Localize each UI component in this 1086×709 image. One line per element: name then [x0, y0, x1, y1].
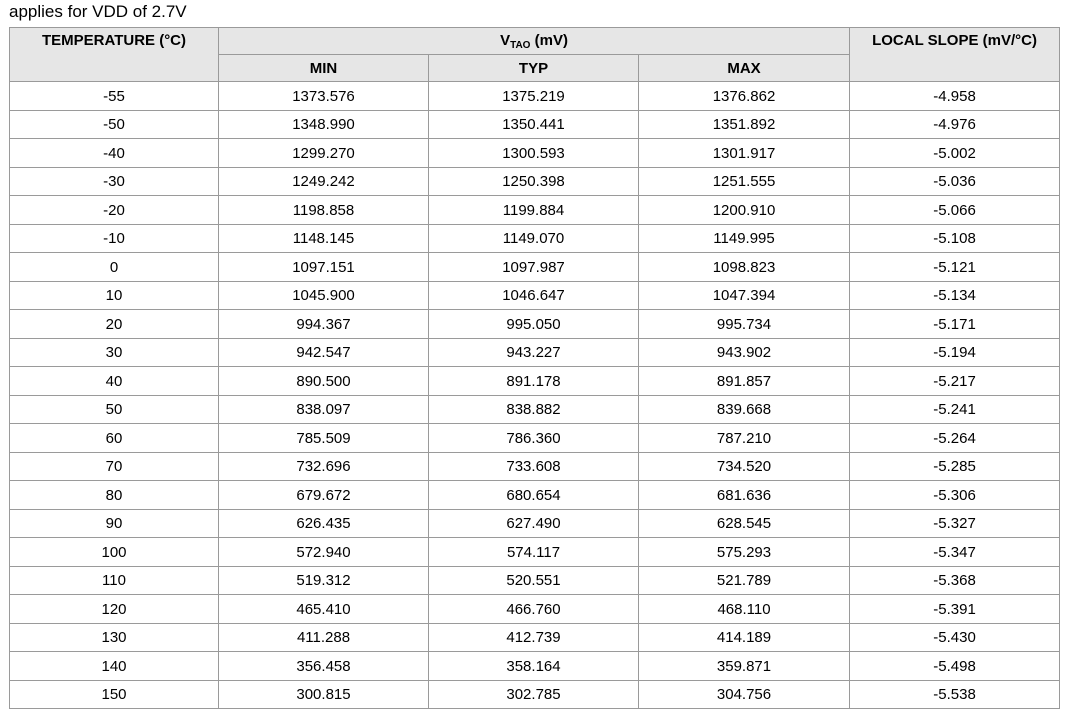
cell-local-slope: -5.264 [850, 424, 1060, 453]
cell-local-slope: -5.538 [850, 680, 1060, 709]
header-min: MIN [219, 55, 429, 82]
cell-typ: 1375.219 [429, 82, 639, 111]
cell-typ: 1300.593 [429, 139, 639, 168]
cell-temperature: -55 [10, 82, 219, 111]
cell-min: 1249.242 [219, 167, 429, 196]
cell-typ: 520.551 [429, 566, 639, 595]
table-row [10, 595, 1060, 624]
cell-local-slope: -4.958 [850, 82, 1060, 111]
table-row [10, 338, 1060, 367]
table-row [10, 566, 1060, 595]
cell-typ: 1046.647 [429, 281, 639, 310]
cell-temperature: 140 [10, 652, 219, 681]
cell-local-slope: -5.306 [850, 481, 1060, 510]
cell-max: 1251.555 [639, 167, 850, 196]
cell-typ: 838.882 [429, 395, 639, 424]
header-max: MAX [639, 55, 850, 82]
cell-typ: 1199.884 [429, 196, 639, 225]
cell-local-slope: -5.002 [850, 139, 1060, 168]
cell-temperature: 10 [10, 281, 219, 310]
cell-min: 838.097 [219, 395, 429, 424]
cell-temperature: 80 [10, 481, 219, 510]
cell-local-slope: -5.121 [850, 253, 1060, 282]
cell-max: 1149.995 [639, 224, 850, 253]
cell-max: 1351.892 [639, 110, 850, 139]
cell-local-slope: -5.285 [850, 452, 1060, 481]
cell-local-slope: -5.171 [850, 310, 1060, 339]
cell-local-slope: -5.430 [850, 623, 1060, 652]
table-row [10, 110, 1060, 139]
cell-min: 300.815 [219, 680, 429, 709]
cell-typ: 680.654 [429, 481, 639, 510]
cell-typ: 891.178 [429, 367, 639, 396]
cell-typ: 786.360 [429, 424, 639, 453]
cell-typ: 574.117 [429, 538, 639, 567]
cell-local-slope: -5.241 [850, 395, 1060, 424]
header-typ: TYP [429, 55, 639, 82]
cell-typ: 358.164 [429, 652, 639, 681]
cell-min: 1373.576 [219, 82, 429, 111]
cell-typ: 412.739 [429, 623, 639, 652]
cell-local-slope: -5.066 [850, 196, 1060, 225]
table-row [10, 224, 1060, 253]
cell-temperature: 0 [10, 253, 219, 282]
cell-max: 1047.394 [639, 281, 850, 310]
cell-temperature: 50 [10, 395, 219, 424]
table-caption: applies for VDD of 2.7V [9, 2, 187, 21]
cell-min: 1097.151 [219, 253, 429, 282]
cell-min: 465.410 [219, 595, 429, 624]
cell-min: 626.435 [219, 509, 429, 538]
table-row [10, 367, 1060, 396]
cell-typ: 627.490 [429, 509, 639, 538]
table-row [10, 167, 1060, 196]
cell-min: 1348.990 [219, 110, 429, 139]
cell-max: 839.668 [639, 395, 850, 424]
cell-typ: 995.050 [429, 310, 639, 339]
cell-min: 356.458 [219, 652, 429, 681]
cell-max: 1301.917 [639, 139, 850, 168]
cell-min: 1299.270 [219, 139, 429, 168]
cell-typ: 1350.441 [429, 110, 639, 139]
vtao-table [9, 27, 1060, 709]
cell-temperature: 20 [10, 310, 219, 339]
table-row [10, 196, 1060, 225]
cell-min: 1148.145 [219, 224, 429, 253]
header-local-slope: LOCAL SLOPE (mV/°C) [850, 28, 1060, 82]
cell-local-slope: -5.391 [850, 595, 1060, 624]
table-row [10, 82, 1060, 111]
header-vtao-unit: (mV) [530, 32, 568, 49]
cell-max: 1376.862 [639, 82, 850, 111]
cell-min: 679.672 [219, 481, 429, 510]
table-row [10, 253, 1060, 282]
cell-typ: 1097.987 [429, 253, 639, 282]
cell-min: 1045.900 [219, 281, 429, 310]
table-row [10, 538, 1060, 567]
cell-min: 411.288 [219, 623, 429, 652]
cell-max: 468.110 [639, 595, 850, 624]
cell-max: 414.189 [639, 623, 850, 652]
cell-min: 785.509 [219, 424, 429, 453]
cell-temperature: -10 [10, 224, 219, 253]
table-row [10, 139, 1060, 168]
cell-max: 628.545 [639, 509, 850, 538]
table-row [10, 509, 1060, 538]
cell-max: 681.636 [639, 481, 850, 510]
table-row [10, 452, 1060, 481]
cell-temperature: 120 [10, 595, 219, 624]
cell-local-slope: -5.194 [850, 338, 1060, 367]
cell-local-slope: -5.498 [850, 652, 1060, 681]
cell-max: 995.734 [639, 310, 850, 339]
cell-max: 359.871 [639, 652, 850, 681]
cell-temperature: -30 [10, 167, 219, 196]
cell-temperature: -20 [10, 196, 219, 225]
cell-typ: 1250.398 [429, 167, 639, 196]
cell-local-slope: -5.217 [850, 367, 1060, 396]
cell-max: 304.756 [639, 680, 850, 709]
cell-min: 732.696 [219, 452, 429, 481]
header-vtao-symbol: V [500, 32, 511, 49]
cell-min: 994.367 [219, 310, 429, 339]
cell-temperature: 150 [10, 680, 219, 709]
cell-temperature: 130 [10, 623, 219, 652]
cell-min: 1198.858 [219, 196, 429, 225]
cell-typ: 943.227 [429, 338, 639, 367]
cell-max: 943.902 [639, 338, 850, 367]
cell-local-slope: -5.327 [850, 509, 1060, 538]
cell-temperature: 70 [10, 452, 219, 481]
cell-local-slope: -5.347 [850, 538, 1060, 567]
table-header [10, 28, 1060, 82]
header-vtao [219, 28, 850, 55]
cell-temperature: 60 [10, 424, 219, 453]
table-body [10, 82, 1060, 709]
cell-temperature: -40 [10, 139, 219, 168]
cell-max: 575.293 [639, 538, 850, 567]
header-temperature: TEMPERATURE (°C) [10, 28, 219, 82]
cell-local-slope: -5.134 [850, 281, 1060, 310]
table-row [10, 310, 1060, 339]
header-row-top [10, 28, 1060, 55]
cell-local-slope: -5.036 [850, 167, 1060, 196]
cell-temperature: 30 [10, 338, 219, 367]
cell-temperature: 40 [10, 367, 219, 396]
header-vtao-subscript: TAO [510, 40, 531, 51]
table-row [10, 424, 1060, 453]
cell-typ: 733.608 [429, 452, 639, 481]
cell-max: 891.857 [639, 367, 850, 396]
cell-typ: 1149.070 [429, 224, 639, 253]
table-row [10, 395, 1060, 424]
cell-local-slope: -4.976 [850, 110, 1060, 139]
cell-temperature: -50 [10, 110, 219, 139]
table-row [10, 623, 1060, 652]
cell-min: 572.940 [219, 538, 429, 567]
cell-min: 890.500 [219, 367, 429, 396]
cell-min: 942.547 [219, 338, 429, 367]
cell-max: 734.520 [639, 452, 850, 481]
table-row [10, 281, 1060, 310]
cell-max: 1200.910 [639, 196, 850, 225]
cell-max: 787.210 [639, 424, 850, 453]
cell-local-slope: -5.108 [850, 224, 1060, 253]
cell-max: 521.789 [639, 566, 850, 595]
cell-local-slope: -5.368 [850, 566, 1060, 595]
cell-temperature: 110 [10, 566, 219, 595]
cell-typ: 302.785 [429, 680, 639, 709]
cell-temperature: 100 [10, 538, 219, 567]
cell-temperature: 90 [10, 509, 219, 538]
cell-max: 1098.823 [639, 253, 850, 282]
cell-min: 519.312 [219, 566, 429, 595]
cell-typ: 466.760 [429, 595, 639, 624]
table-row [10, 652, 1060, 681]
table-row [10, 481, 1060, 510]
table-row [10, 680, 1060, 709]
